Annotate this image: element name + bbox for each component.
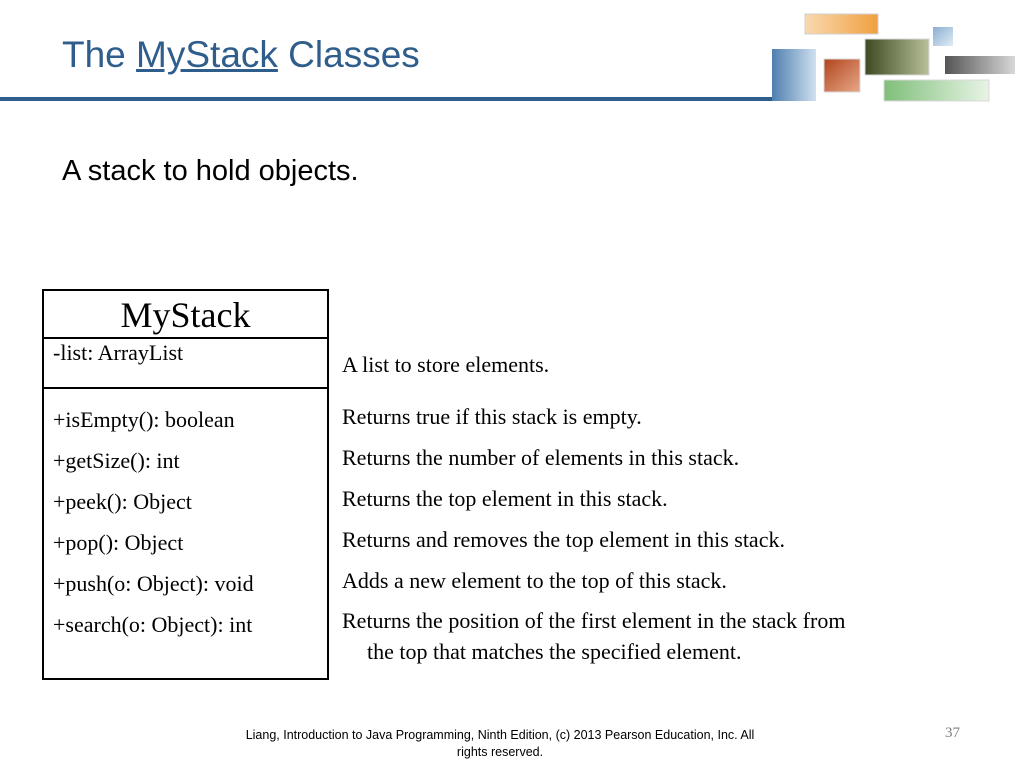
deco-rust-block (824, 59, 860, 92)
title-prefix: The (62, 34, 137, 75)
uml-method-is-empty: +isEmpty(): boolean (53, 407, 235, 432)
desc-is-empty: Returns true if this stack is empty. (342, 404, 642, 429)
deco-gray-block (945, 56, 1015, 74)
uml-method-search: +search(o: Object): int (53, 612, 253, 637)
desc-peek: Returns the top element in this stack. (342, 486, 668, 511)
uml-method-pop: +pop(): Object (53, 530, 184, 555)
deco-olive-block (865, 39, 929, 75)
desc-push: Adds a new element to the top of this stack. (342, 568, 727, 593)
deco-green-block (884, 80, 989, 101)
deco-blue-block (772, 49, 816, 101)
uml-class-name: MyStack (44, 291, 327, 339)
uml-method-push: +push(o: Object): void (53, 571, 254, 596)
desc-search-line1: Returns the position of the first element in the stack from (342, 608, 846, 633)
title-suffix: Classes (277, 34, 420, 75)
uml-methods (44, 389, 327, 645)
title-rule (0, 97, 785, 101)
uml-method-peek: +peek(): Object (53, 489, 192, 514)
decorative-blocks (764, 0, 1024, 105)
page-number: 37 (945, 725, 960, 741)
footer-line1: Liang, Introduction to Java Programming, Ninth Edition, (c) 2013 Pearson Education, Inc. All (245, 728, 755, 742)
desc-search-line2: the top that matches the specified element. (367, 639, 742, 664)
footer-line2: rights reserved. (456, 745, 544, 759)
uml-attributes (44, 339, 327, 389)
deco-small-blue-block (933, 27, 953, 46)
desc-get-size: Returns the number of elements in this stack. (342, 445, 740, 470)
title-link[interactable]: MyStack (136, 34, 278, 75)
deco-orange-block (805, 14, 878, 34)
desc-pop: Returns and removes the top element in this stack. (342, 527, 785, 552)
desc-search (342, 605, 845, 667)
uml-class-box (42, 289, 329, 680)
uml-method-get-size: +getSize(): int (53, 448, 180, 473)
slide-title (62, 34, 420, 76)
slide-subtitle: A stack to hold objects. (62, 155, 359, 187)
uml-attribute: -list: ArrayList (53, 340, 184, 365)
footer-copyright (205, 727, 795, 761)
desc-attribute: A list to store elements. (342, 352, 550, 377)
